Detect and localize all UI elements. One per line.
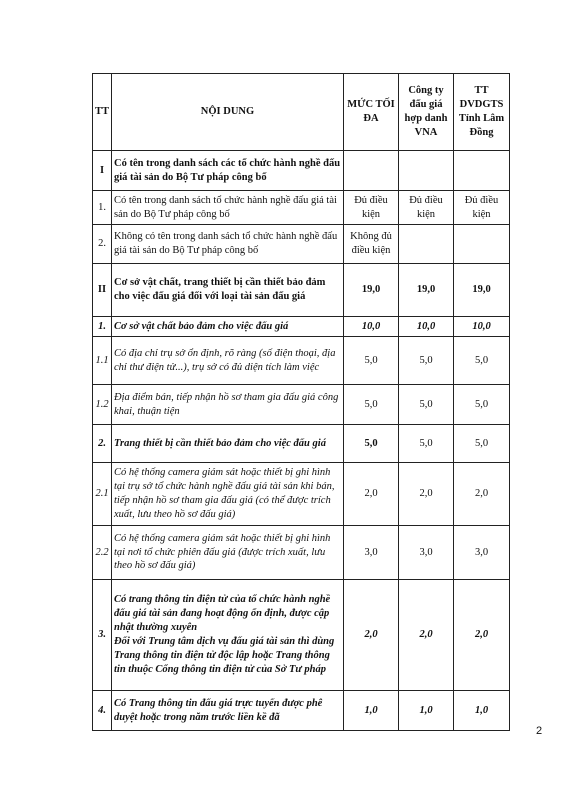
table-row [93,337,510,385]
row-max: 19,0 [344,264,399,317]
row-content: Cơ sở vật chất, trang thiết bị cần thiết bảo đảm cho việc đấu giá đối với loại tài sản đấu giá [112,264,344,317]
table-row [93,691,510,731]
row-vna: 2,0 [399,463,454,526]
row-max: 2,0 [344,463,399,526]
criteria-table [92,73,510,731]
row-vna: Đủ điều kiện [399,191,454,225]
row-content: Có Trang thông tin đấu giá trực tuyến được phê duyệt hoặc trong năm trước liền kề đã [112,691,344,731]
row-max: 3,0 [344,526,399,580]
row-content: Có địa chỉ trụ sở ổn định, rõ ràng (số điện thoại, địa chỉ thư điện tử...), trụ sở có đủ diện tích làm việc [112,337,344,385]
header-tt: TT [93,74,112,151]
row-content: Có tên trong danh sách các tổ chức hành nghề đấu giá tài sản do Bộ Tư pháp công bố [112,151,344,191]
row-vna: 1,0 [399,691,454,731]
row-tt: 2. [93,425,112,463]
header-max: MỨC TỐI ĐA [344,74,399,151]
page-number: 2 [536,725,543,737]
row-content: Không có tên trong danh sách tổ chức hành nghề đấu giá tài sản do Bộ Tư pháp công bố [112,225,344,264]
table-row [93,317,510,337]
row-vna: 3,0 [399,526,454,580]
table-header-row [93,74,510,151]
row-max: 5,0 [344,337,399,385]
row-content: Cơ sở vật chất bảo đảm cho việc đấu giá [112,317,344,337]
table-row [93,526,510,580]
row-dv: 3,0 [454,526,510,580]
row-content: Trang thiết bị cần thiết bảo đảm cho việc đấu giá [112,425,344,463]
header-vna: Công ty đấu giá hợp danh VNA [399,74,454,151]
row-tt: 2.1 [93,463,112,526]
row-dv [454,225,510,264]
table-row [93,463,510,526]
row-vna: 5,0 [399,337,454,385]
table-row [93,225,510,264]
row-vna [399,225,454,264]
row-dv [454,151,510,191]
row-vna: 19,0 [399,264,454,317]
table-row [93,264,510,317]
row-max: 2,0 [344,580,399,691]
header-tt-dvdgts: TT DVDGTS Tỉnh Lâm Đồng [454,74,510,151]
row-tt: 2. [93,225,112,264]
row-vna: 5,0 [399,425,454,463]
row-vna: 5,0 [399,385,454,425]
row-content-main: Có trang thông tin điện tử của tổ chức hành nghề đấu giá tài sản đang hoạt động ổn định, được cập nhật thường xuyên [114,594,331,634]
row-content: Địa điểm bán, tiếp nhận hồ sơ tham gia đấu giá công khai, thuận tiện [112,385,344,425]
row-tt: I [93,151,112,191]
table-row [93,151,510,191]
row-tt: 1.2 [93,385,112,425]
row-tt: 4. [93,691,112,731]
row-max: 10,0 [344,317,399,337]
row-dv: 1,0 [454,691,510,731]
row-tt: 2.2 [93,526,112,580]
row-dv: 5,0 [454,425,510,463]
row-tt: 3. [93,580,112,691]
row-content: Có hệ thống camera giám sát hoặc thiết bị ghi hình tại trụ sở tổ chức hành nghề đấu giá tài sản khi bán, tiếp nhận hồ sơ tham gia đấu giá (có thể được trích xuất, lưu theo hồ sơ đấu giá) [112,463,344,526]
row-content: Có tên trong danh sách tổ chức hành nghề đấu giá tài sản do Bộ Tư pháp công bố [112,191,344,225]
row-vna [399,151,454,191]
row-vna: 2,0 [399,580,454,691]
row-content-note: Đối với Trung tâm dịch vụ đấu giá tài sản thì dùng Trang thông tin điện tử độc lập hoặc Trang thông tin thuộc Cổng thông tin điện tử của Sở Tư pháp [114,636,335,675]
row-tt: 1. [93,317,112,337]
row-dv: 5,0 [454,337,510,385]
row-max [344,151,399,191]
row-tt: 1.1 [93,337,112,385]
table-row [93,191,510,225]
row-tt: II [93,264,112,317]
row-content: Có hệ thống camera giám sát hoặc thiết bị ghi hình tại nơi tổ chức phiên đấu giá (được trích xuất, lưu theo hồ sơ đấu giá) [112,526,344,580]
header-content: NỘI DUNG [112,74,344,151]
row-dv: Đủ điều kiện [454,191,510,225]
row-max: 5,0 [344,385,399,425]
table-row [93,385,510,425]
row-dv: 5,0 [454,385,510,425]
row-dv: 2,0 [454,580,510,691]
row-dv: 10,0 [454,317,510,337]
row-content [112,580,344,691]
row-max: 5,0 [344,425,399,463]
row-dv: 19,0 [454,264,510,317]
table-row [93,580,510,691]
row-tt: 1. [93,191,112,225]
table-row [93,425,510,463]
row-vna: 10,0 [399,317,454,337]
row-dv: 2,0 [454,463,510,526]
row-max: Không đủ điều kiện [344,225,399,264]
row-max: Đủ điều kiện [344,191,399,225]
row-max: 1,0 [344,691,399,731]
